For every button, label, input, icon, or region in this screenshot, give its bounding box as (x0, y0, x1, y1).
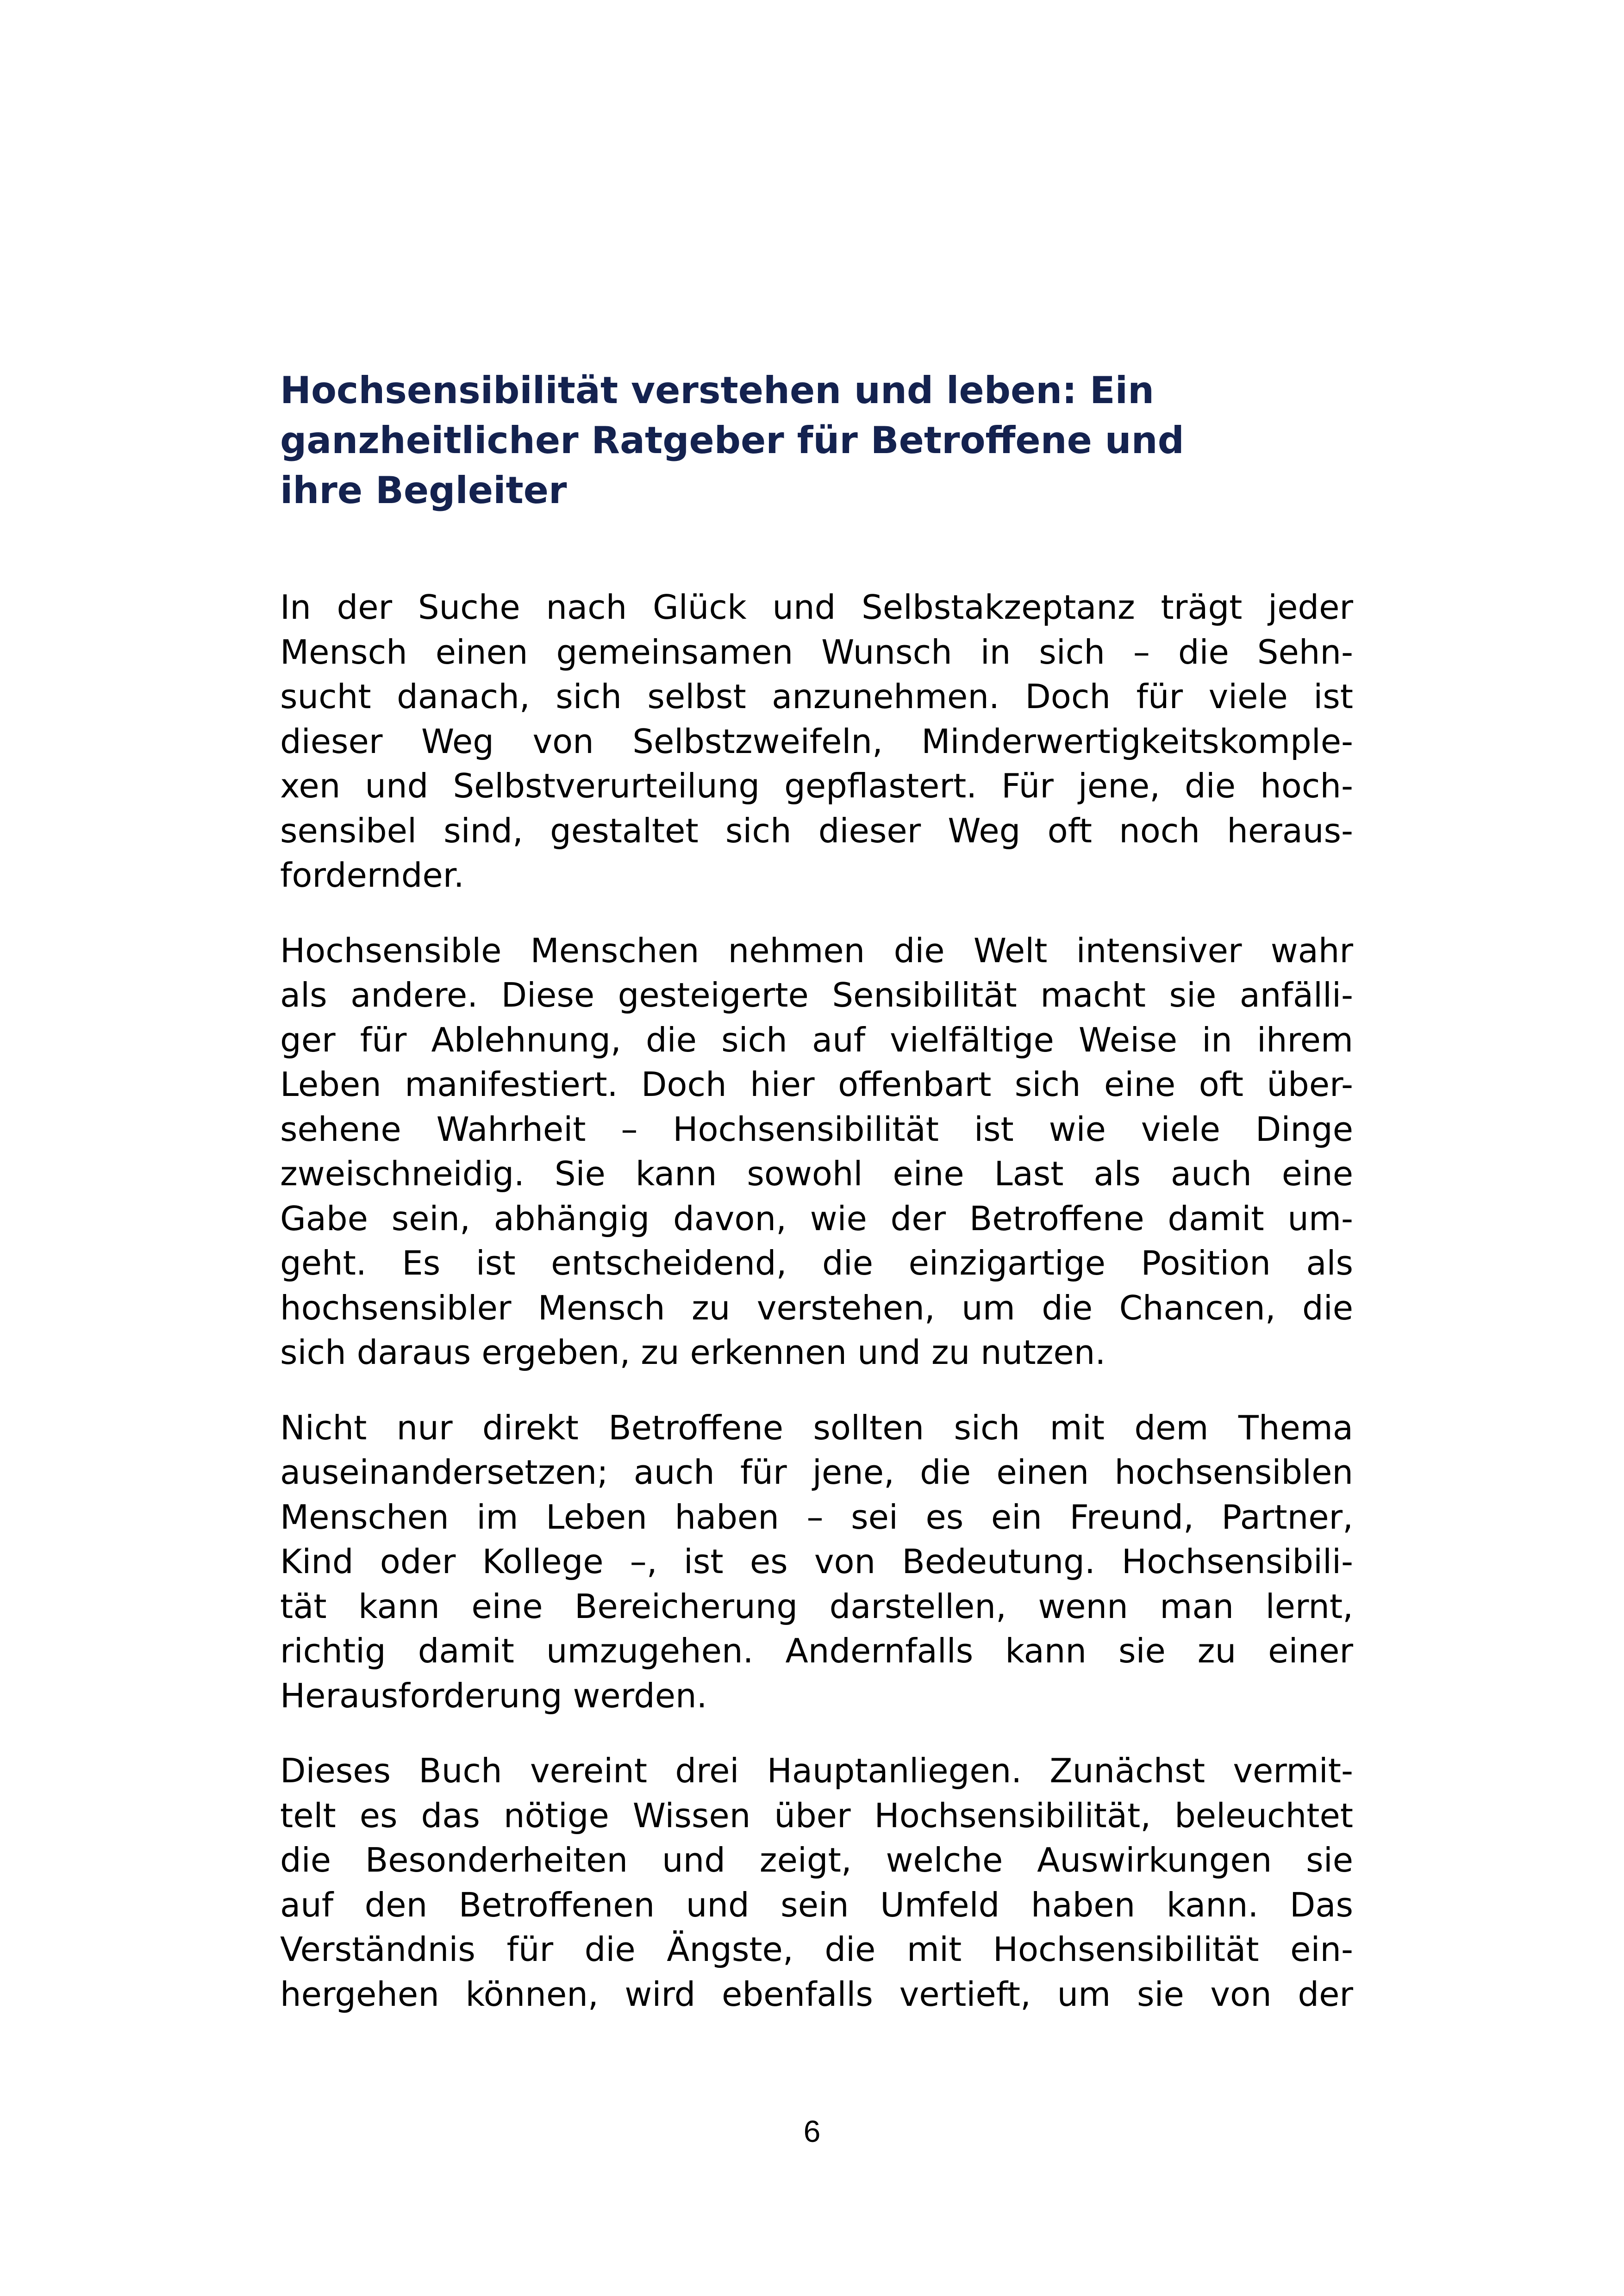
text-line: Herausforderung werden. (280, 1676, 707, 1715)
text-line: Verständnis für die Ängste, die mit Hochsensibilität ein- (280, 1930, 1353, 1969)
text-line: hergehen können, wird ebenfalls vertieft, um sie von der (280, 1974, 1353, 2014)
title-line: ganzheitlicher Ratgeber für Betroffene und (280, 419, 1184, 462)
text-line: zweischneidig. Sie kann sowohl eine Last als auch eine (280, 1154, 1353, 1193)
text-line: xen und Selbstverurteilung gepflastert. Für jene, die hoch- (280, 766, 1353, 805)
text-line: telt es das nötige Wissen über Hochsensibilität, beleuchtet (280, 1796, 1353, 1835)
title-line: Hochsensibilität verstehen und leben: Ein (280, 369, 1155, 412)
text-line: Hochsensible Menschen nehmen die Welt intensiver wahr (280, 931, 1353, 970)
text-line: als andere. Diese gesteigerte Sensibilität macht sie anfälli- (280, 976, 1353, 1014)
text-line: Dieses Buch vereint drei Hauptanliegen. Zunächst vermit- (280, 1751, 1353, 1790)
text-line: Kind oder Kollege –, ist es von Bedeutung. Hochsensibili- (280, 1542, 1353, 1581)
text-line: sich daraus ergeben, zu erkennen und zu nutzen. (280, 1333, 1106, 1372)
text-line: Leben manifestiert. Doch hier offenbart sich eine oft über- (280, 1065, 1353, 1104)
text-line: Menschen im Leben haben – sei es ein Freund, Partner, (280, 1497, 1353, 1537)
text-line: fordernder. (280, 856, 464, 895)
text-line: In der Suche nach Glück und Selbstakzeptanz trägt jeder (280, 588, 1353, 627)
text-line: ger für Ablehnung, die sich auf vielfältige Weise in ihrem (280, 1020, 1353, 1059)
text-line: Gabe sein, abhängig davon, wie der Betroffene damit um- (280, 1199, 1353, 1238)
text-line: sucht danach, sich selbst anzunehmen. Doch für viele ist (280, 677, 1353, 716)
text-line: auseinandersetzen; auch für jene, die einen hochsensiblen (280, 1453, 1353, 1492)
page-content (280, 366, 1353, 2047)
text-line: die Besonderheiten und zeigt, welche Auswirkungen sie (280, 1841, 1353, 1879)
paragraph (280, 928, 1353, 1375)
page-number: 6 (803, 2114, 821, 2148)
text-line: Nicht nur direkt Betroffene sollten sich mit dem Thema (280, 1408, 1353, 1447)
paragraph (280, 1406, 1353, 1718)
body-text (280, 585, 1353, 2016)
text-line: sehene Wahrheit – Hochsensibilität ist wie viele Dinge (280, 1109, 1353, 1149)
text-line: auf den Betroffenen und sein Umfeld haben kann. Das (280, 1885, 1353, 1924)
paragraph (280, 1748, 1353, 2016)
title-line: ihre Begleiter (280, 469, 567, 512)
text-line: richtig damit umzugehen. Andernfalls kann sie zu einer (280, 1631, 1353, 1670)
text-line: tät kann eine Bereicherung darstellen, wenn man lernt, (280, 1587, 1353, 1626)
paragraph (280, 585, 1353, 898)
text-line: sensibel sind, gestaltet sich dieser Weg oft noch heraus- (280, 811, 1353, 850)
text-line: dieser Weg von Selbstzweifeln, Minderwertigkeitskomple- (280, 722, 1353, 761)
text-line: geht. Es ist entscheidend, die einzigartige Position als (280, 1244, 1353, 1282)
text-line: Mensch einen gemeinsamen Wunsch in sich – die Sehn- (280, 632, 1353, 672)
chapter-title (280, 366, 1353, 516)
text-line: hochsensibler Mensch zu verstehen, um die Chancen, die (280, 1288, 1353, 1327)
